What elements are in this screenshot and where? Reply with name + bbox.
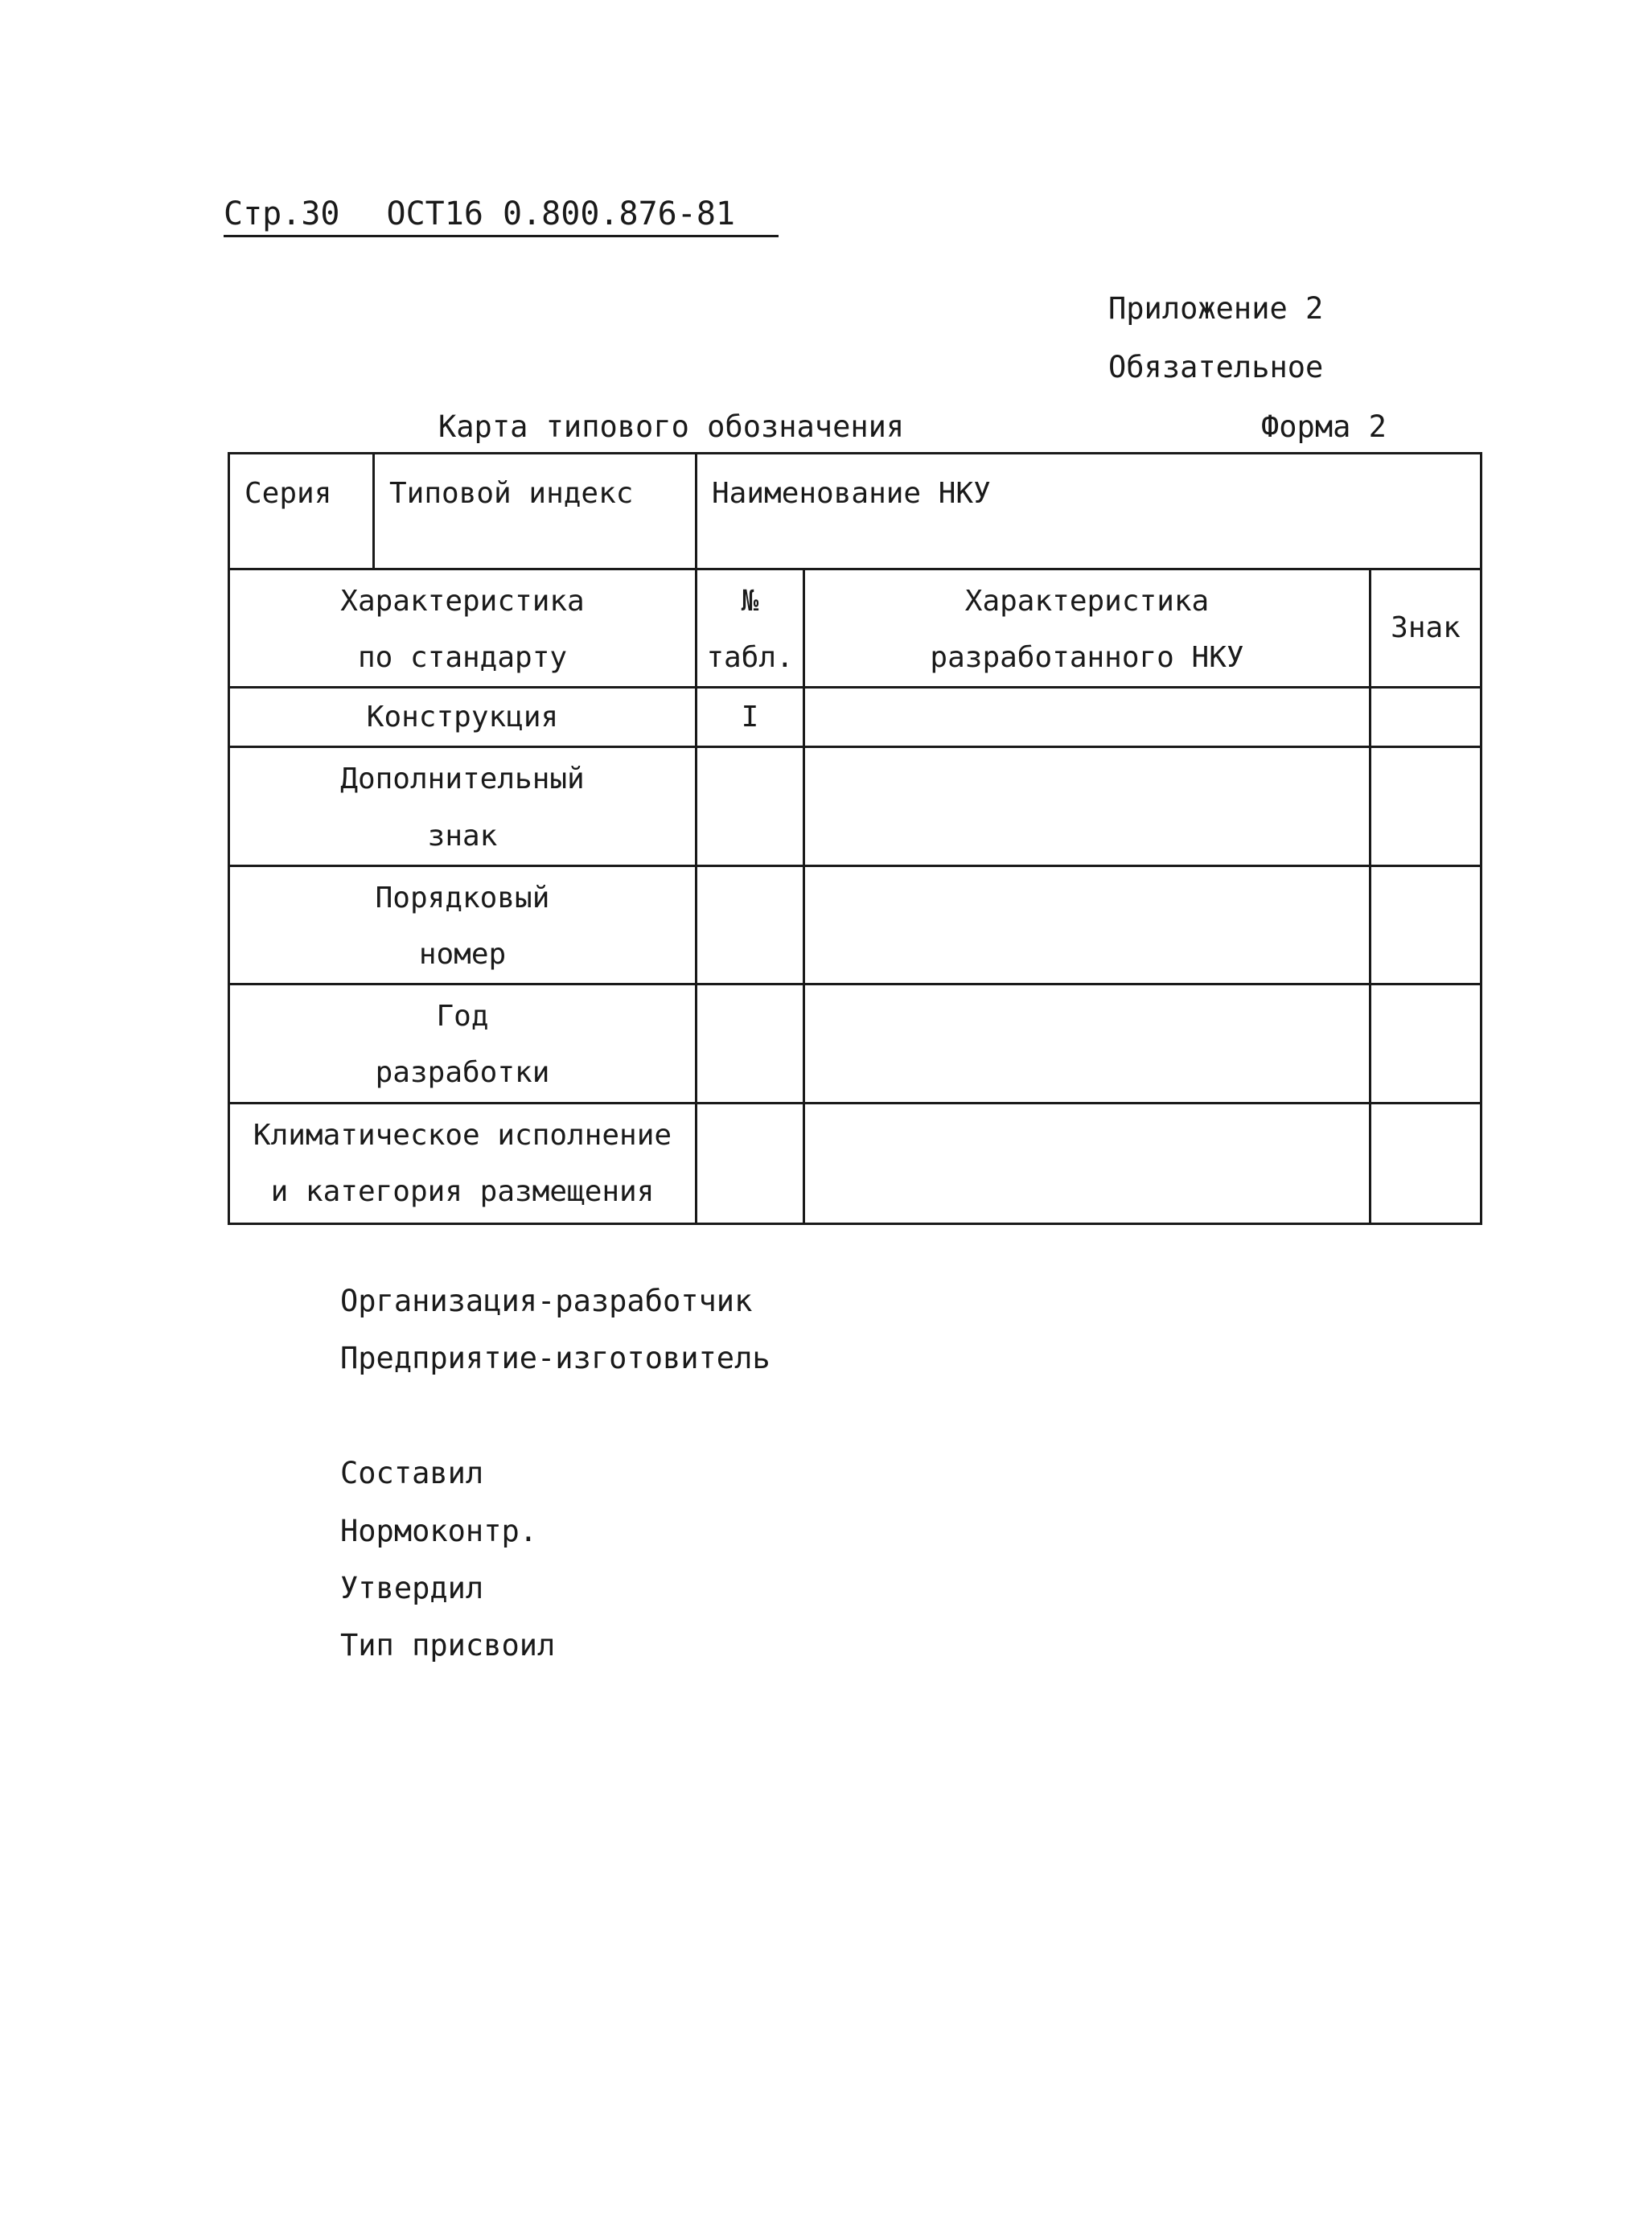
table-number-header — [697, 569, 804, 688]
org-developer-label: Организация-разработчик — [340, 1284, 753, 1318]
row-year-table — [697, 984, 804, 1103]
nku-name-cell — [697, 454, 1481, 569]
table-row — [229, 454, 1481, 569]
row-construction-sign — [1371, 688, 1481, 747]
row-additional-sign-value — [804, 747, 1371, 865]
manufacturer-label: Предприятие-изготовитель — [340, 1341, 771, 1375]
row-year-line2: разработки — [375, 1056, 550, 1090]
page-header — [224, 195, 782, 232]
header-underline — [224, 235, 779, 237]
table-number-line1: № — [741, 585, 759, 618]
row-year-line1: Год — [436, 1000, 489, 1034]
row-climatic — [229, 1103, 697, 1223]
nku-name-label: Наименование НКУ — [712, 477, 991, 510]
table-row — [229, 569, 1481, 688]
row-serial-number-line1: Порядковый — [375, 881, 550, 915]
char-developed-header — [804, 569, 1371, 688]
table-row — [229, 865, 1481, 984]
row-year-value — [804, 984, 1371, 1103]
normcontrol-label: Нормоконтр. — [340, 1514, 538, 1548]
type-index-label: Типовой индекс — [389, 477, 634, 510]
row-serial-number-table — [697, 865, 804, 984]
table-number-line2: табл. — [706, 641, 794, 675]
approved-label: Утвердил — [340, 1571, 484, 1605]
row-additional-sign — [229, 747, 697, 865]
table-row — [229, 1103, 1481, 1223]
card-form-label: Форма 2 — [1261, 409, 1387, 444]
table-row — [229, 688, 1481, 747]
page-number: Стр.30 — [224, 195, 340, 232]
char-standard-header — [229, 569, 697, 688]
series-label: Серия — [245, 477, 332, 510]
char-standard-line1: Характеристика — [340, 585, 585, 618]
row-serial-number-value — [804, 865, 1371, 984]
type-assigned-label: Тип присвоил — [340, 1628, 556, 1663]
char-developed-line1: Характеристика — [964, 585, 1210, 618]
type-index-cell — [374, 454, 697, 569]
row-year-sign — [1371, 984, 1481, 1103]
sign-header — [1371, 569, 1481, 688]
row-climatic-line2: и категория размещения — [270, 1174, 655, 1208]
compiled-label: Составил — [340, 1456, 484, 1490]
row-climatic-sign — [1371, 1103, 1481, 1223]
char-developed-line2: разработанного НКУ — [930, 641, 1244, 675]
row-serial-number — [229, 865, 697, 984]
appendix-title: Приложение 2 — [1108, 291, 1324, 326]
row-additional-sign-line2: знак — [427, 819, 498, 853]
row-additional-sign-sign — [1371, 747, 1481, 865]
row-construction-table: I — [697, 688, 804, 747]
row-serial-number-line2: номер — [418, 937, 507, 971]
char-standard-line2: по стандарту — [357, 641, 568, 675]
series-cell — [229, 454, 374, 569]
row-year — [229, 984, 697, 1103]
sign-label: Знак — [1391, 611, 1461, 645]
standard-code: ОСТ16 0.800.876-81 — [386, 195, 735, 232]
card-title: Карта типового обозначения — [438, 409, 905, 444]
row-construction-value — [804, 688, 1371, 747]
designation-card-table — [228, 452, 1482, 1225]
row-construction: Конструкция — [229, 688, 697, 747]
row-additional-sign-line1: Дополнительный — [340, 762, 585, 796]
row-additional-sign-table — [697, 747, 804, 865]
row-climatic-line1: Климатическое исполнение — [253, 1118, 672, 1152]
appendix-status: Обязательное — [1108, 350, 1324, 384]
row-climatic-table — [697, 1103, 804, 1223]
table-row — [229, 984, 1481, 1103]
table-row — [229, 747, 1481, 865]
row-serial-number-sign — [1371, 865, 1481, 984]
row-climatic-value — [804, 1103, 1371, 1223]
